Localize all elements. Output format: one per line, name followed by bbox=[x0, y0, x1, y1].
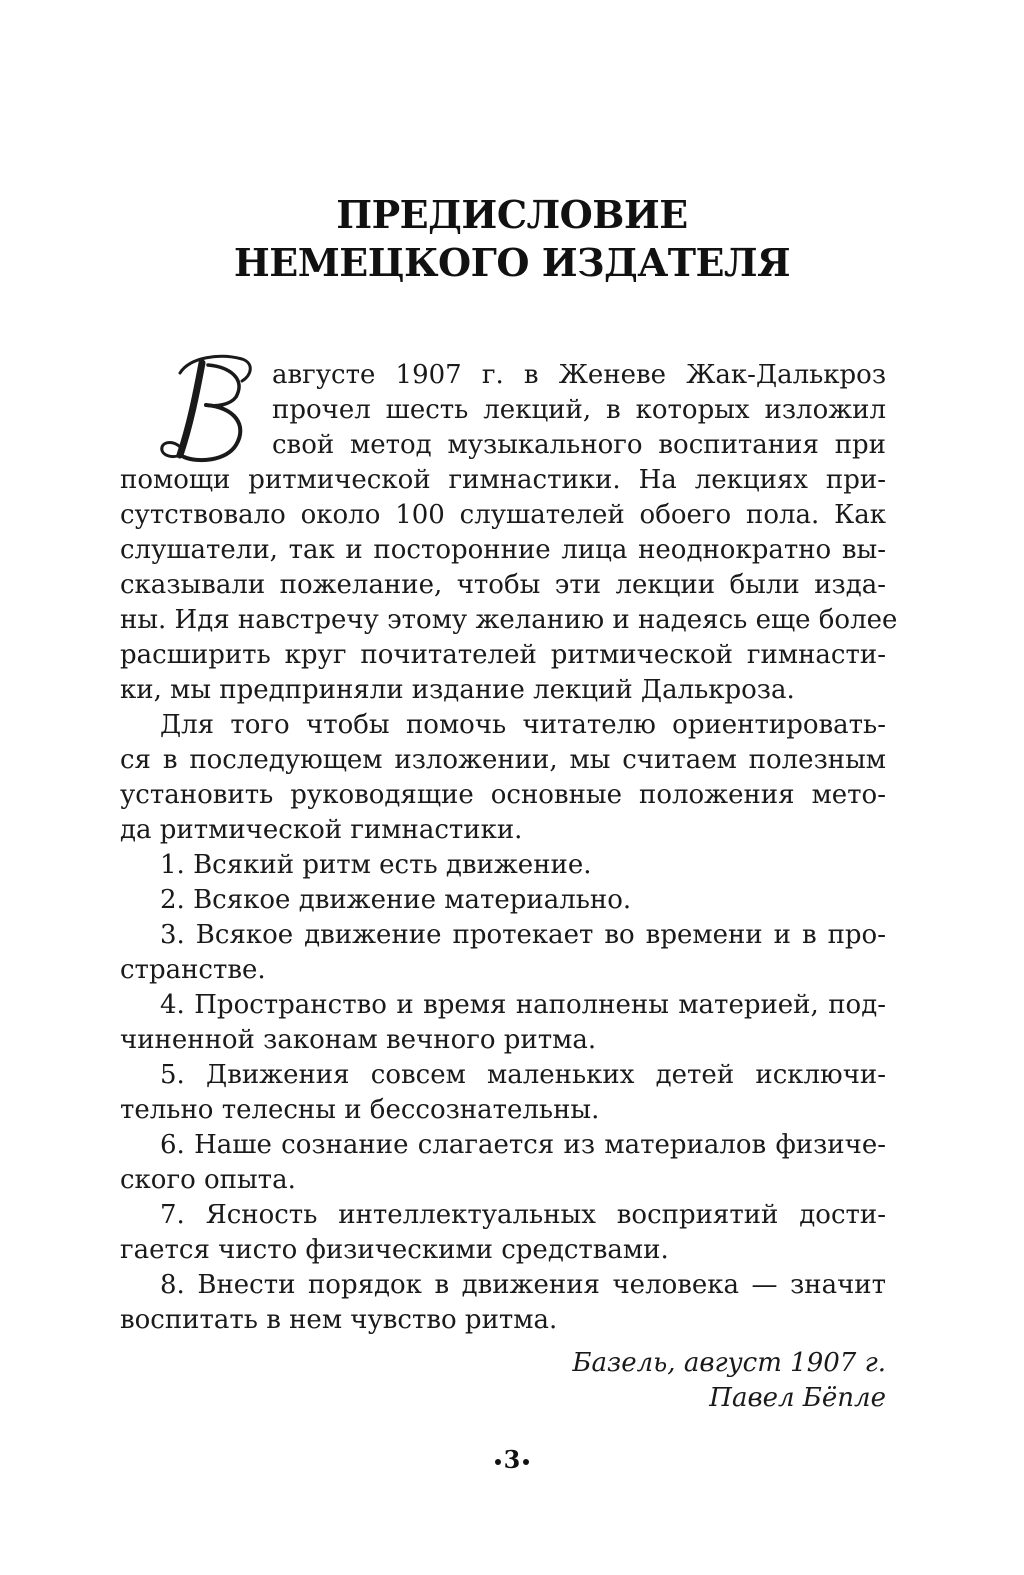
body-line: сказывали пожелание, чтобы эти лекции были изда- bbox=[120, 570, 886, 600]
bullet-dot-icon bbox=[495, 1459, 501, 1465]
bullet-dot-icon bbox=[523, 1459, 529, 1465]
list-item-6-cont: ского опыта. bbox=[120, 1165, 296, 1195]
list-item-1: 1. Всякий ритм есть движение. bbox=[160, 850, 592, 880]
drop-cap-letter-icon bbox=[150, 345, 260, 470]
body-line: Для того чтобы помочь читателю ориентировать- bbox=[160, 710, 886, 740]
list-item-8: 8. Внести порядок в движения человека — значит bbox=[160, 1270, 886, 1300]
page-title-line-2: НЕМЕЦКОГО ИЗДАТЕЛЯ bbox=[233, 240, 791, 285]
list-item-3-cont: странстве. bbox=[120, 955, 266, 985]
body-line: расширить круг почитателей ритмической гимнасти- bbox=[120, 640, 886, 670]
page-title-line-1: ПРЕДИСЛОВИЕ bbox=[336, 192, 688, 237]
list-item-4: 4. Пространство и время наполнены материей, под- bbox=[160, 990, 886, 1020]
list-item-8-cont: воспитать в нем чувство ритма. bbox=[120, 1305, 558, 1335]
list-item-5: 5. Движения совсем маленьких детей исключи- bbox=[160, 1060, 886, 1090]
body-line: августе 1907 г. в Женеве Жак-Далькроз bbox=[272, 360, 886, 390]
list-item-5-cont: тельно телесны и бессознательны. bbox=[120, 1095, 600, 1125]
page-number-value: 3 bbox=[503, 1445, 521, 1474]
signature-author: Павел Бёпле bbox=[709, 1383, 886, 1413]
body-line: сутствовало около 100 слушателей обоего пола. Как bbox=[120, 500, 886, 530]
body-line: слушатели, так и посторонние лица неоднократно вы- bbox=[120, 535, 886, 565]
body-line: ки, мы предприняли издание лекций Далькроза. bbox=[120, 675, 795, 705]
list-item-7: 7. Ясность интеллектуальных восприятий дости- bbox=[160, 1200, 886, 1230]
body-line: установить руководящие основные положения мето- bbox=[120, 780, 886, 810]
list-item-2: 2. Всякое движение материально. bbox=[160, 885, 632, 915]
body-line: свой метод музыкального воспитания при bbox=[272, 430, 886, 460]
body-line: да ритмической гимнастики. bbox=[120, 815, 523, 845]
body-line: прочел шесть лекций, в которых изложил bbox=[272, 395, 886, 425]
body-line: ся в последующем изложении, мы считаем полезным bbox=[120, 745, 886, 775]
list-item-4-cont: чиненной законам вечного ритма. bbox=[120, 1025, 597, 1055]
page-number bbox=[0, 1445, 1024, 1474]
list-item-3: 3. Всякое движение протекает во времени и в про- bbox=[160, 920, 886, 950]
body-line: помощи ритмической гимнастики. На лекциях при- bbox=[120, 465, 886, 495]
list-item-6: 6. Наше сознание слагается из материалов физиче- bbox=[160, 1130, 886, 1160]
list-item-7-cont: гается чисто физическими средствами. bbox=[120, 1235, 669, 1265]
signature-place-date: Базель, август 1907 г. bbox=[572, 1348, 886, 1378]
body-line: ны. Идя навстречу этому желанию и надеясь еще более bbox=[120, 605, 898, 635]
